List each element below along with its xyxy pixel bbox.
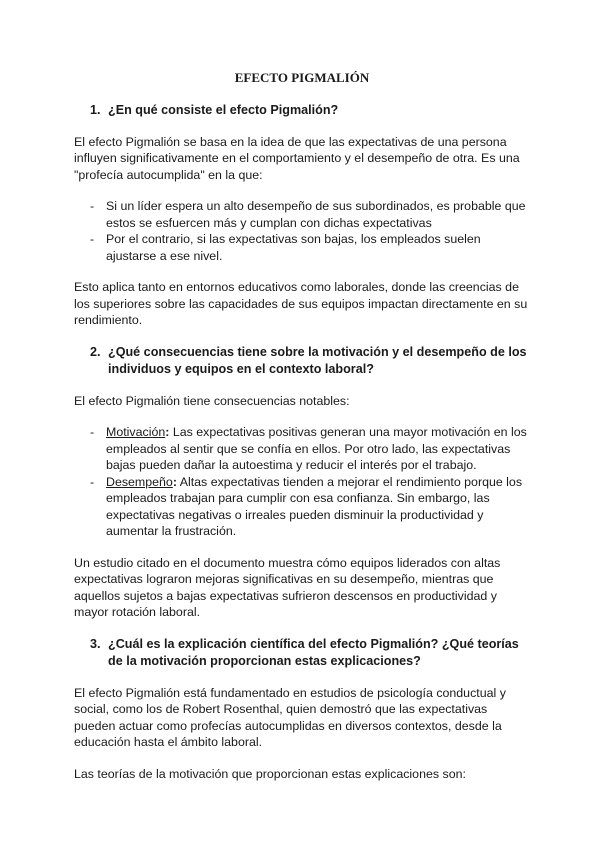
section-2-bullet-list bbox=[74, 424, 530, 540]
question-text: ¿Cuál es la explicación científica del efecto Pigmalión? ¿Qué teorías de la motivación proporcionan estas explicaciones? bbox=[108, 636, 519, 668]
term-colon: : bbox=[165, 425, 170, 439]
question-text: ¿Qué consecuencias tiene sobre la motivación y el desempeño de los individuos y equipos en el contexto laboral? bbox=[108, 344, 527, 376]
dash-bullet: - bbox=[90, 232, 95, 246]
term-motivacion: Motivación bbox=[106, 425, 166, 439]
list-item-text bbox=[106, 424, 530, 474]
list-item bbox=[74, 198, 530, 231]
list-item-text: Por el contrario, si las expectativas son bajas, los empleados suelen ajustarse a ese nivel. bbox=[106, 232, 481, 263]
section-3-outro: Las teorías de la motivación que proporcionan estas explicaciones son: bbox=[74, 766, 466, 781]
dash-bullet: - bbox=[90, 474, 95, 489]
list-item bbox=[74, 231, 530, 264]
question-number: 1. bbox=[90, 102, 101, 117]
question-2-heading bbox=[90, 344, 530, 378]
section-2-intro: El efecto Pigmalión tiene consecuencias notables: bbox=[74, 393, 350, 408]
dash-bullet: - bbox=[90, 199, 95, 213]
question-number: 3. bbox=[90, 636, 101, 651]
document-page bbox=[74, 70, 530, 797]
term-description: Altas expectativas tienden a mejorar el rendimiento porque los empleados trabajan para cumplir con esa confianza. Sin embargo, las expectativas negativas o irreales pueden disminuir la productividad y aumentar la frustración. bbox=[106, 474, 523, 538]
section-1-intro: El efecto Pigmalión se basa en la idea de que las expectativas de una persona influyen significativamente en el comportamiento y el desempeño de otra. Es una "profecía autocumplida" en la que: bbox=[74, 134, 520, 182]
question-number: 2. bbox=[90, 344, 101, 359]
document-title: EFECTO PIGMALIÓN bbox=[234, 70, 370, 85]
term-description: Las expectativas positivas generan una mayor motivación en los empleados al sentir que se confía en ellos. Por otro lado, las expectativas bajas pueden dañar la autoestima y reducir el interés por el trabajo. bbox=[106, 425, 527, 472]
question-1-heading bbox=[90, 102, 530, 119]
list-item bbox=[74, 424, 530, 474]
list-item-text: Si un líder espera un alto desempeño de sus subordinados, es probable que estos se esfuercen más y cumplan con dichas expectativas bbox=[106, 199, 526, 230]
list-item bbox=[74, 474, 530, 540]
question-3-heading bbox=[90, 636, 530, 670]
list-item-text bbox=[106, 474, 530, 540]
section-1-bullet-list bbox=[74, 198, 530, 264]
term-colon: : bbox=[172, 474, 177, 489]
section-3-intro: El efecto Pigmalión está fundamentado en estudios de psicología conductual y social, como los de Robert Rosenthal, quien demostró que las expectativas pueden actuar como profecías autocumplidas en diversos contextos, desde la educación hasta el ámbito laboral. bbox=[74, 685, 506, 749]
section-2-outro: Un estudio citado en el documento muestra cómo equipos liderados con altas expectativas lograron mejoras significativas en su desempeño, mientras que aquellos sujetos a bajas expectativas sufrieron descensos en productividad y mayor rotación laboral. bbox=[74, 555, 501, 619]
term-desempeno: Desempeño bbox=[106, 474, 173, 489]
dash-bullet: - bbox=[90, 425, 95, 439]
question-text: ¿En qué consiste el efecto Pigmalión? bbox=[108, 102, 339, 117]
section-1-outro: Esto aplica tanto en entornos educativos como laborales, donde las creencias de los superiores sobre las capacidades de sus equipos impactan directamente en su rendimiento. bbox=[74, 280, 528, 327]
